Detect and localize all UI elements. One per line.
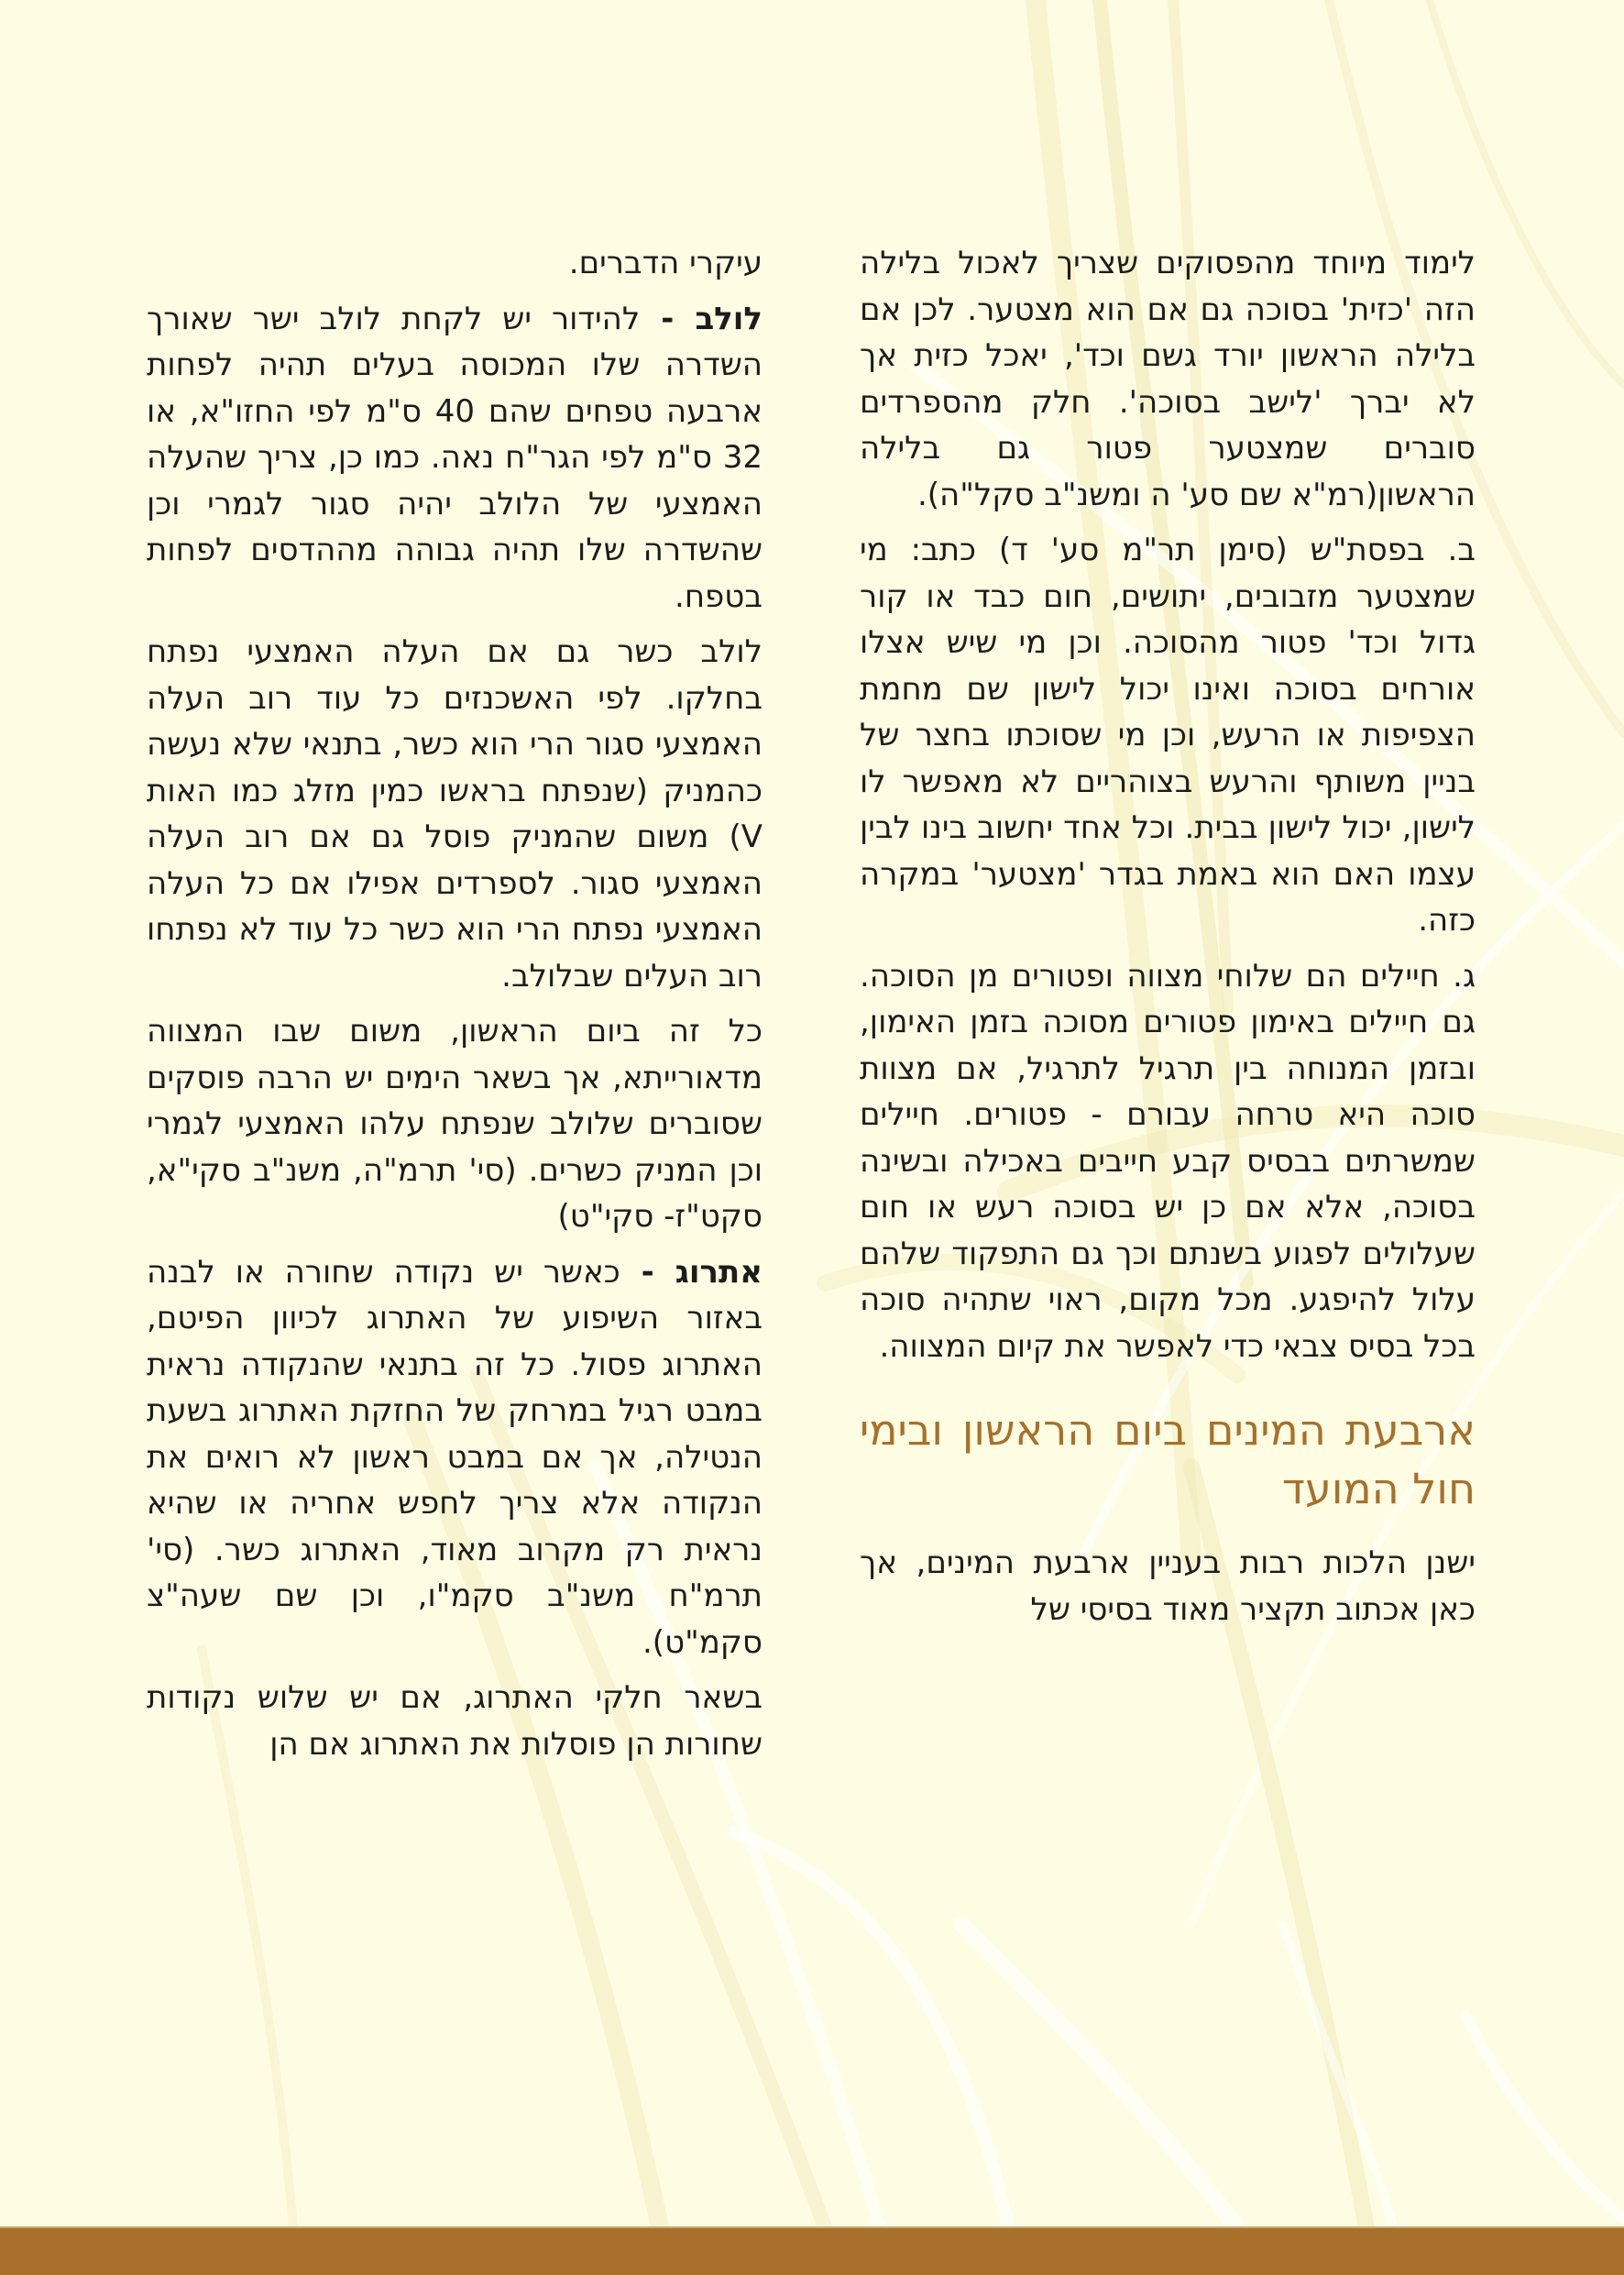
paragraph-lulav-opened-leaf: לולב כשר גם אם העלה האמצעי נפתח בחלקו. לפי האשכנזים כל עוד רוב העלה האמצעי סגור הרי הוא כשר, בתנאי שלא נעשה כהמניק (שנפתח בראשו כמין מזלג כמו האות V) משום שהמניק פוסל גם אם רוב העלה האמצעי סגור. לספרדים אפילו אם כל העלה האמצעי נפתח הרי הוא כשר כל עוד לא נפתחו רוב העלים שבלולב. [147, 633, 763, 995]
lulav-term: לולב [695, 300, 763, 337]
left-column [147, 240, 763, 1776]
paragraph-lulav-other-days: כל זה ביום הראשון, משום שבו המצווה מדאורייתא, אך בשאר הימים יש הרבה פוסקים שסוברים שלולב שנפתח עלהו האמצעי לגמרי וכן המניק כשרים. (סי' תרמ"ה, משנ"ב סקי"א, סקט"ז- סקי"ט) [147, 1013, 763, 1235]
paragraph-etrog [147, 1249, 763, 1666]
paragraph-mitztaer: ב. בפסת"ש (סימן תר"מ סע' ד) כתב: מי שמצטער מזבובים, יתושים, חום כבד או קור גדול וכד' פטור מהסוכה. וכן מי שיש אצלו אורחים בסוכה ואינו יכול לישון שם מחמת הצפיפות או הרעש, וכן מי שסוכתו בחצר של בניין משותף והרעש בצוהריים לא מאפשר לו לישון, יכול לישון בבית. וכל אחד יחשוב בינו לבין עצמו האם הוא באמת בגדר 'מצטער' במקרה כזה. [860, 532, 1476, 939]
lulav-text: להידור יש לקחת לולב ישר שאורך השדרה שלו המכוסה בעלים תהיה לפחות ארבעה טפחים שהם 40 ס"מ לפי החזו"א, או 32 ס"מ לפי הגר"ח נאה. כמו כן, צריך שהעלה האמצעי של הלולב יהיה סגור לגמרי וכן שהשדרה שלו תהיה גבוהה מההדסים לפחות בטפח. [147, 300, 763, 615]
etrog-separator: - [620, 1253, 675, 1291]
etrog-text: כאשר יש נקודה שחורה או לבנה באזור השיפוע של האתרוג לכיוון הפיטם, האתרוג פסול. כל זה בתנאי שהנקודה נראית במבט רגיל במרחק של החזקת האתרוג בשעת הנטילה, אך אם במבט ראשון לא רואים את הנקודה אלא צריך לחפש אחריה או שהיא נראית רק מקרוב מאוד, האתרוג כשר. (סי' תרמ"ח משנ"ב סקמ"ו, וכן שם שעה"צ סקמ"ט). [147, 1253, 763, 1661]
paragraph-eating-kezayit: לימוד מיוחד מהפסוקים שצריך לאכול בלילה הזה 'כזית' בסוכה גם אם הוא מצטער. לכן אם בלילה הראשון יורד גשם וכד', יאכל כזית אך לא יברך 'לישב בסוכה'. חלק מהספרדים סוברים שמצטער פטור גם בלילה הראשון(רמ"א שם סע' ה ומשנ"ב סקל"ה). [860, 245, 1476, 513]
section-heading-four-species: ארבעת המינים ביום הראשון ובימי חול המועד [860, 1405, 1476, 1513]
paragraph-continuation: עיקרי הדברים. [568, 245, 763, 281]
paragraph-etrog-spots: בשאר חלקי האתרוג, אם יש שלוש נקודות שחורות הן פוסלות את האתרוג אם הן [147, 1679, 763, 1763]
paragraph-soldiers: ג. חיילים הם שלוחי מצווה ופטורים מן הסוכה. גם חיילים באימון פטורים מסוכה בזמן האימון, ובזמן המנוחה בין תרגיל לתרגיל, אם מצוות סוכה היא טרחה עבורם - פטורים. חיילים שמשרתים בבסיס קבע חייבים באכילה ובשינה בסוכה, אלא אם כן יש בסוכה רעש או חום שעלולים לפגוע בשנתם וכך גם התפקוד שלהם עלול להיפגע. מכל מקום, ראוי שתהיה סוכה בכל בסיס צבאי כדי לאפשר את קיום המצווה. [860, 957, 1476, 1365]
paragraph-lulav [147, 296, 763, 621]
footer-bar [0, 2226, 1624, 2275]
etrog-term: אתרוג [675, 1253, 763, 1291]
lulav-separator: - [640, 300, 696, 337]
right-column [860, 240, 1476, 1642]
paragraph-four-species-intro: ישנן הלכות רבות בעניין ארבעת המינים, אך כאן אכתוב תקציר מאוד בסיסי של [860, 1544, 1476, 1628]
